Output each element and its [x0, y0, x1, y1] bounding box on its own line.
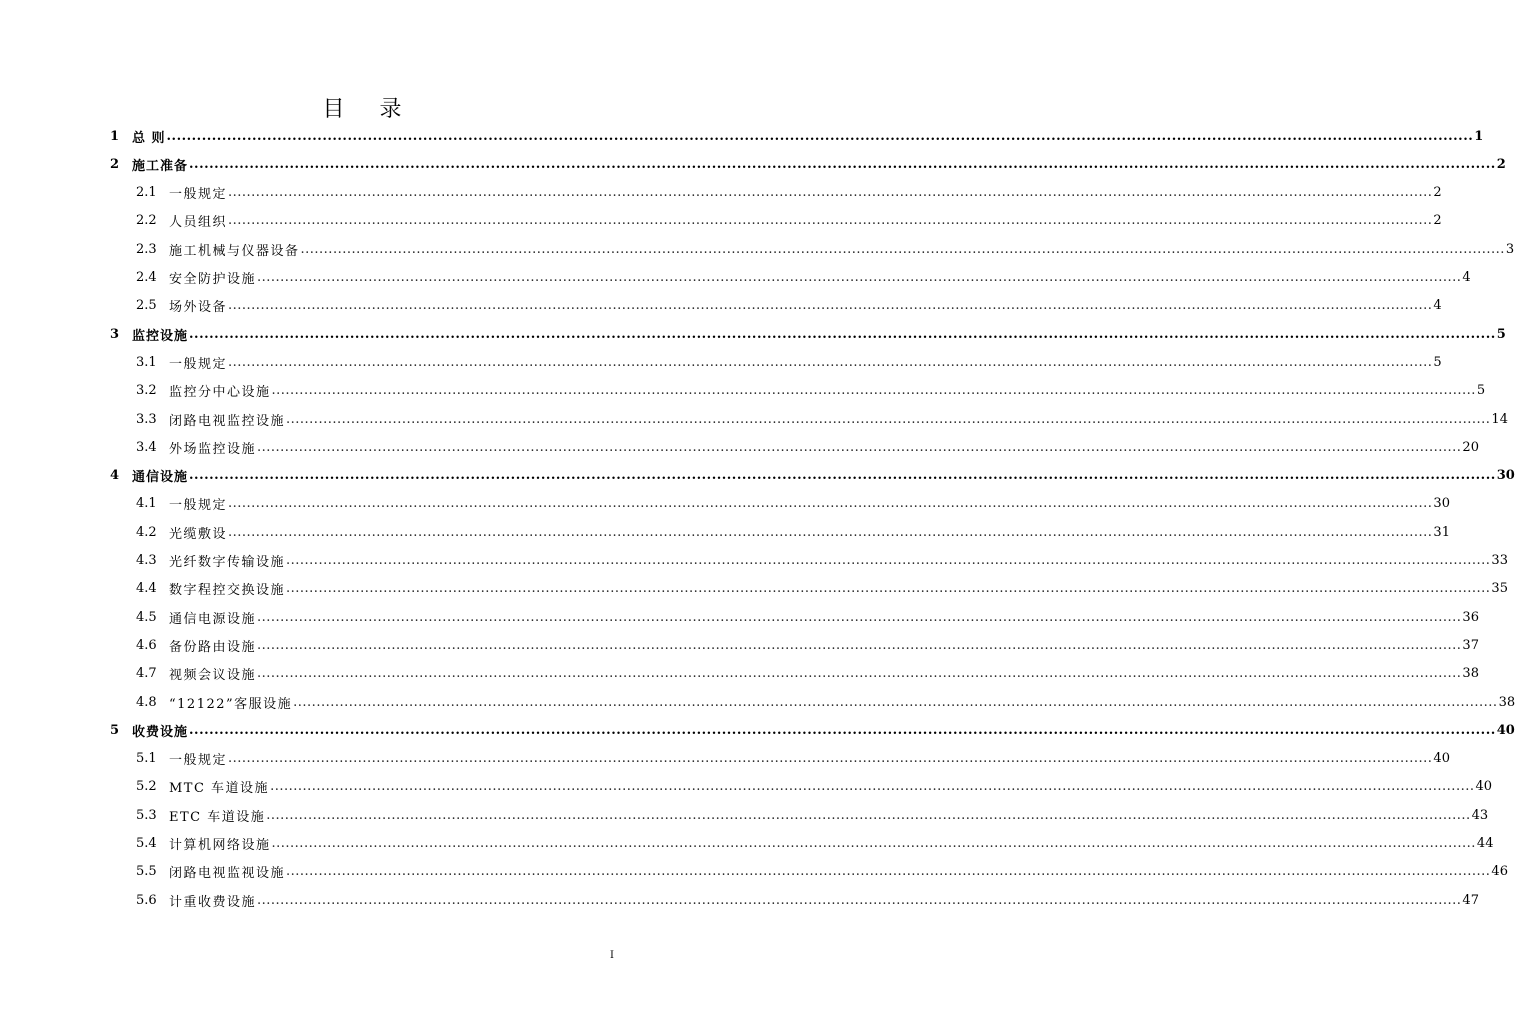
toc-entry-page: 4	[1462, 270, 1471, 285]
toc-entry-number: 4.8	[136, 694, 157, 710]
toc-dot-leader: ....................................................................................................................................................................................................................................................................	[266, 807, 1471, 823]
toc-dot-leader: ....................................................................................................................................................................................................................................................................	[189, 722, 1496, 738]
toc-entry-number: 4.2	[136, 524, 157, 540]
toc-dot-leader: ....................................................................................................................................................................................................................................................................	[286, 411, 1491, 427]
toc-entry-number: 3.3	[136, 411, 157, 427]
toc-entry-number: 3.1	[136, 354, 157, 370]
toc-dot-leader: ....................................................................................................................................................................................................................................................................	[293, 694, 1498, 710]
toc-entry-page: 30	[1433, 496, 1450, 512]
toc-entry-number: 2.1	[136, 185, 157, 201]
toc-entry-page: 36	[1462, 609, 1479, 625]
toc-section-entry[interactable]	[136, 773, 1493, 801]
toc-section-entry[interactable]	[136, 433, 1479, 461]
toc-entry-number: 5.6	[136, 892, 157, 908]
toc-dot-leader: ....................................................................................................................................................................................................................................................................	[257, 892, 1462, 908]
toc-entry-title: 外场监控设施	[169, 441, 257, 457]
toc-entry-number: 3.4	[136, 439, 157, 455]
toc-entry-number: 2.5	[136, 298, 157, 314]
toc-dot-leader: ....................................................................................................................................................................................................................................................................	[228, 496, 1433, 512]
toc-entry-number: 2.3	[136, 241, 157, 257]
page-number: I	[610, 950, 614, 961]
toc-section-entry[interactable]	[136, 264, 1471, 292]
toc-entry-title: 通信设施	[132, 470, 189, 486]
toc-entry-page: 40	[1496, 722, 1515, 738]
toc-entry-title: “12122”客服设施	[169, 696, 293, 712]
toc-entry-number: 5.3	[136, 807, 157, 823]
toc-entry-page: 30	[1496, 468, 1515, 484]
toc-entry-page: 37	[1462, 637, 1479, 653]
toc-section-entry[interactable]	[136, 688, 1515, 716]
toc-entry-page: 47	[1462, 892, 1479, 908]
toc-entry-title: 一般规定	[169, 753, 228, 769]
toc-dot-leader: ....................................................................................................................................................................................................................................................................	[228, 354, 1433, 370]
toc-dot-leader: ....................................................................................................................................................................................................................................................................	[228, 213, 1433, 229]
toc-entry-page: 4	[1433, 298, 1442, 314]
toc-entry-title: 计重收费设施	[169, 894, 257, 910]
toc-dot-leader: ....................................................................................................................................................................................................................................................................	[300, 241, 1505, 257]
toc-entry-title: 数字程控交换设施	[169, 583, 286, 599]
toc-dot-leader: ....................................................................................................................................................................................................................................................................	[270, 779, 1475, 795]
toc-dot-leader: ....................................................................................................................................................................................................................................................................	[189, 156, 1496, 172]
toc-entry-number: 5.4	[136, 836, 157, 851]
toc-section-entry[interactable]	[136, 801, 1489, 829]
toc-entry-title: 视频会议设施	[169, 668, 257, 684]
toc-entry-page: 33	[1491, 553, 1508, 568]
toc-entry-number: 2	[110, 156, 120, 172]
toc-entry-number: 3	[110, 326, 120, 342]
toc-section-entry[interactable]	[136, 292, 1442, 320]
toc-section-entry[interactable]	[136, 745, 1450, 773]
toc-entry-title: 一般规定	[169, 498, 228, 514]
toc-entry-page: 38	[1498, 694, 1515, 710]
toc-entry-number: 2.2	[136, 213, 157, 229]
toc-entry-title: 监控设施	[132, 328, 189, 344]
toc-entry-page: 3	[1505, 241, 1515, 257]
toc-entry-number: 4.1	[136, 496, 157, 512]
toc-entry-title: 通信电源设施	[169, 611, 257, 627]
toc-entry-page: 35	[1491, 581, 1508, 597]
toc-chapter-entry[interactable]	[110, 462, 1515, 490]
toc-dot-leader: ....................................................................................................................................................................................................................................................................	[286, 553, 1491, 568]
toc-entry-title: 一般规定	[169, 187, 228, 203]
toc-dot-leader: ....................................................................................................................................................................................................................................................................	[257, 439, 1462, 455]
toc-dot-leader: ....................................................................................................................................................................................................................................................................	[257, 270, 1462, 285]
toc-section-entry[interactable]	[136, 518, 1450, 546]
toc-section-entry[interactable]	[136, 631, 1479, 659]
toc-entry-page: 44	[1476, 836, 1494, 851]
toc-section-entry[interactable]	[136, 179, 1442, 207]
toc-dot-leader: ....................................................................................................................................................................................................................................................................	[286, 581, 1491, 597]
toc-entry-number: 2.4	[136, 270, 157, 285]
toc-section-entry[interactable]	[136, 490, 1450, 518]
toc-entry-page: 5	[1433, 354, 1442, 370]
toc-entry-number: 5.1	[136, 751, 157, 767]
toc-entry-number: 4.6	[136, 637, 157, 653]
toc-entry-title: 闭路电视监控设施	[169, 413, 286, 429]
toc-entry-page: 40	[1475, 779, 1493, 795]
toc-entry-title: 计算机网络设施	[169, 838, 271, 853]
toc-entry-number: 1	[110, 128, 120, 144]
toc-entry-title: 一般规定	[169, 356, 228, 372]
toc-section-entry[interactable]	[136, 547, 1508, 575]
toc-dot-leader: ....................................................................................................................................................................................................................................................................	[228, 298, 1433, 314]
toc-dot-leader: ....................................................................................................................................................................................................................................................................	[228, 185, 1433, 201]
toc-section-entry[interactable]	[136, 886, 1479, 914]
toc-dot-leader: ....................................................................................................................................................................................................................................................................	[257, 637, 1462, 653]
toc-dot-leader: ....................................................................................................................................................................................................................................................................	[166, 128, 1474, 144]
toc-dot-leader: ....................................................................................................................................................................................................................................................................	[228, 524, 1433, 540]
toc-entry-number: 4.3	[136, 553, 157, 568]
toc-entry-number: 4	[110, 468, 120, 484]
toc-entry-title: 场外设备	[169, 300, 228, 316]
toc-section-entry[interactable]	[136, 830, 1494, 858]
toc-chapter-entry[interactable]	[110, 320, 1506, 348]
toc-entry-page: 20	[1462, 439, 1479, 455]
toc-section-entry[interactable]	[136, 377, 1486, 405]
toc-entry-page: 43	[1471, 807, 1489, 823]
toc-section-entry[interactable]	[136, 207, 1442, 235]
toc-entry-page: 2	[1496, 156, 1506, 172]
toc-entry-page: 2	[1433, 185, 1442, 201]
toc-entry-page: 1	[1474, 128, 1484, 144]
toc-entry-title: 施工准备	[132, 158, 189, 174]
toc-entry-number: 4.7	[136, 666, 157, 682]
toc-entry-title: 总 则	[132, 130, 166, 146]
toc-entry-number: 5	[110, 722, 120, 738]
toc-entry-page: 31	[1433, 524, 1450, 540]
toc-entry-title: 收费设施	[132, 724, 189, 740]
toc-entry-page: 2	[1433, 213, 1442, 229]
toc-entry-number: 5.5	[136, 864, 157, 880]
toc-entry-page: 5	[1476, 383, 1486, 399]
toc-entry-title: 安全防护设施	[169, 272, 257, 287]
toc-entry-title: MTC 车道设施	[169, 781, 270, 797]
toc-chapter-entry[interactable]	[110, 122, 1484, 150]
toc-entry-title: 光缆敷设	[169, 526, 228, 542]
toc-dot-leader: ....................................................................................................................................................................................................................................................................	[189, 326, 1496, 342]
toc-entry-title: 光纤数字传输设施	[169, 555, 286, 570]
toc-entry-number: 3.2	[136, 383, 157, 399]
toc-dot-leader: ....................................................................................................................................................................................................................................................................	[257, 666, 1462, 682]
toc-section-entry[interactable]	[136, 348, 1442, 376]
toc-chapter-entry[interactable]	[110, 716, 1515, 744]
toc-section-entry[interactable]	[136, 660, 1479, 688]
toc-dot-leader: ....................................................................................................................................................................................................................................................................	[271, 383, 1476, 399]
toc-chapter-entry[interactable]	[110, 150, 1506, 178]
toc-dot-leader: ....................................................................................................................................................................................................................................................................	[228, 751, 1433, 767]
toc-entry-number: 5.2	[136, 779, 157, 795]
toc-section-entry[interactable]	[136, 575, 1508, 603]
toc-entry-number: 4.5	[136, 609, 157, 625]
toc-entry-number: 4.4	[136, 581, 157, 597]
toc-entry-title: 闭路电视监视设施	[169, 866, 286, 882]
toc-entry-page: 40	[1433, 751, 1450, 767]
page-title: 目 录	[322, 97, 416, 122]
toc-entry-page: 38	[1462, 666, 1479, 682]
toc-entry-page: 46	[1491, 864, 1508, 880]
toc-entry-page: 14	[1491, 411, 1508, 427]
toc-dot-leader: ....................................................................................................................................................................................................................................................................	[286, 864, 1491, 880]
toc-entry-title: 备份路由设施	[169, 639, 257, 655]
toc-entry-page: 5	[1496, 326, 1506, 342]
toc-dot-leader: ....................................................................................................................................................................................................................................................................	[257, 609, 1462, 625]
toc-entry-title: ETC 车道设施	[169, 809, 266, 825]
toc-entry-title: 施工机械与仪器设备	[169, 243, 300, 259]
toc-section-entry[interactable]	[136, 405, 1508, 433]
toc-dot-leader: ....................................................................................................................................................................................................................................................................	[189, 468, 1496, 484]
toc-section-entry[interactable]	[136, 235, 1515, 263]
toc-entry-title: 监控分中心设施	[169, 385, 271, 401]
toc-section-entry[interactable]	[136, 858, 1508, 886]
toc-entry-title: 人员组织	[169, 215, 228, 231]
toc-section-entry[interactable]	[136, 603, 1479, 631]
toc-dot-leader: ....................................................................................................................................................................................................................................................................	[271, 836, 1476, 851]
